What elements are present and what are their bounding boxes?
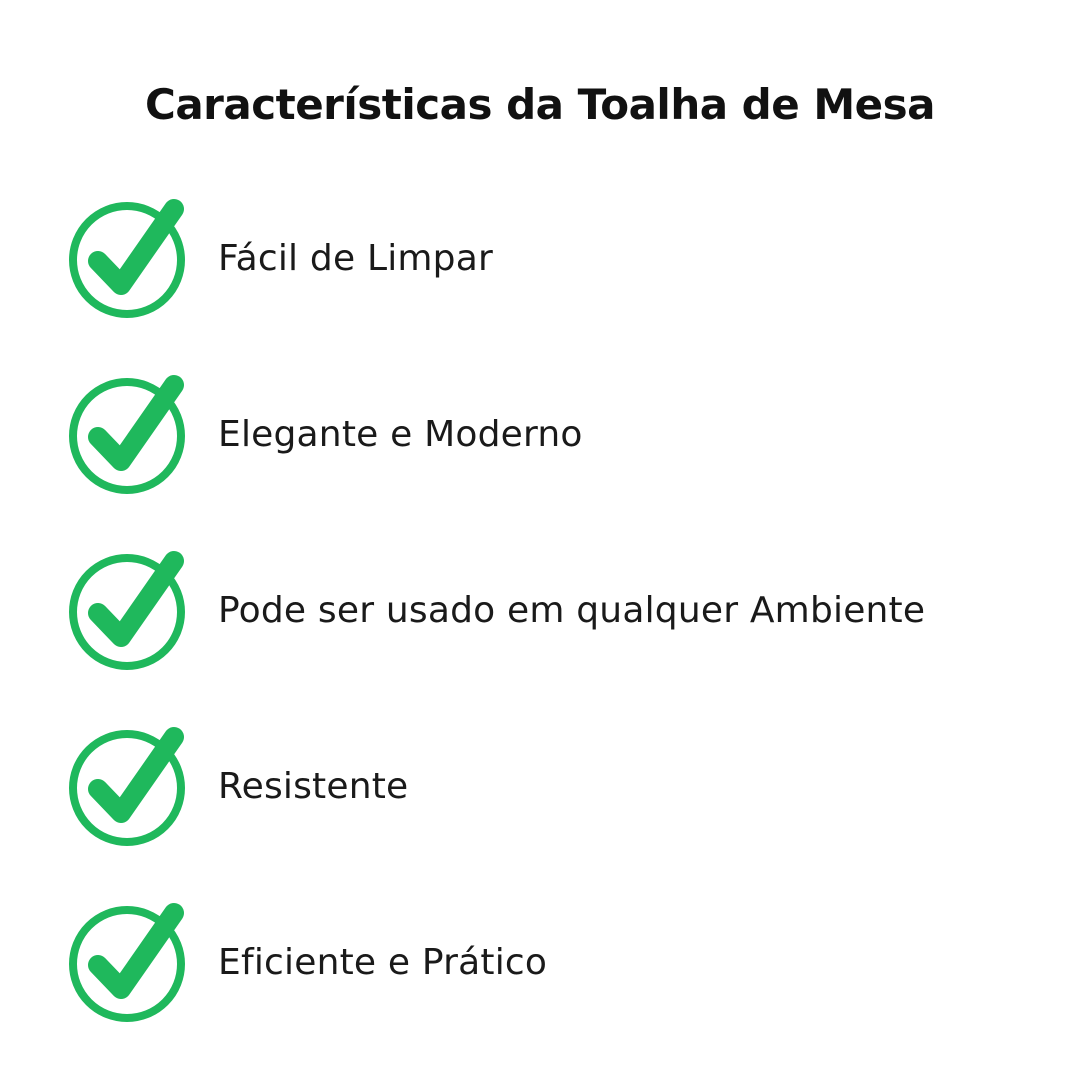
check-circle-icon: [62, 897, 192, 1027]
list-item-label: Elegante e Moderno: [218, 413, 583, 455]
list-item-label: Pode ser usado em qualquer Ambiente: [218, 589, 926, 631]
feature-list: [0, 170, 1080, 1050]
check-circle-icon: [62, 193, 192, 323]
page-title: Características da Toalha de Mesa: [145, 80, 935, 130]
list-item: [0, 346, 1080, 522]
list-item: [0, 170, 1080, 346]
list-item: [0, 522, 1080, 698]
list-item-label: Resistente: [218, 765, 409, 807]
check-circle-icon: [62, 369, 192, 499]
check-circle-icon: [62, 721, 192, 851]
list-item: [0, 698, 1080, 874]
list-item-label: Eficiente e Prático: [218, 941, 548, 983]
list-item-label: Fácil de Limpar: [218, 237, 493, 279]
check-circle-icon: [62, 545, 192, 675]
list-item: [0, 874, 1080, 1050]
